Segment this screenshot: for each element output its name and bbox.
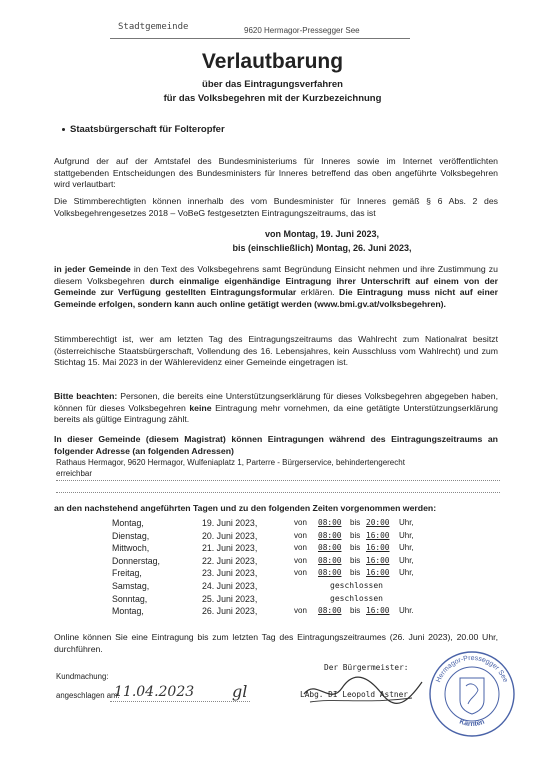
intro-paragraph: Aufgrund der auf der Amtstafel des Bundesministeriums für Inneres sowie im Internet veröffentlichten stattgebenden Entscheidungen des Bundesministers für Inneres betreffend das oben angeführte Volksbegehren wird verlautbart: (54, 156, 498, 190)
schedule-time-to: 16:00 (366, 555, 390, 565)
schedule-row (112, 606, 492, 619)
schedule-day: Dienstag, (112, 530, 150, 541)
municipal-seal (426, 648, 518, 740)
schedule-von: von (294, 530, 307, 540)
schedule-row (112, 594, 492, 607)
seal-emblem-icon (466, 684, 478, 704)
schedule-date: 19. Juni 2023, (202, 518, 258, 528)
schedule-day: Samstag, (112, 580, 150, 591)
schedule-von: von (294, 568, 307, 578)
online-note: Online können Sie eine Eintragung bis zum letzten Tag des Eintragungszeitraumes (26. Juni 2023), 20.00 Uhr, durchführen. (54, 632, 498, 654)
schedule-time-from: 08:00 (318, 606, 342, 616)
eligibility-paragraph: Stimmberechtigt ist, wer am letzten Tag des Eintragungszeitraums das Wahlrecht zum Nationalrat besitzt (österreichische Staatsbürgerschaft, Vollendung des 16. Lebensjahres, kein Ausschluss vom Wahlrecht) und zum Stichtag 15. Mai 2023 in der Wählerevidenz einer Gemeinde eingetragen ist. (54, 334, 498, 368)
subtitle-line-2: für das Volksbegehren mit der Kurzbezeichnung (163, 93, 382, 104)
schedule-date: 23. Juni 2023, (202, 568, 258, 579)
address-dotted-line-2 (56, 492, 500, 493)
schedule-bis: bis (350, 543, 361, 553)
posted-date-handwritten: 11.04.2023 (114, 684, 195, 700)
note-paragraph-text-b: Personen, die bereits eine Unterstützungserklärung für dieses Volksbegehren abgegeben haben, können für dieses Volksbegehren (54, 391, 498, 413)
signing-paragraph-text-d: erklären. (296, 287, 340, 298)
header-rule (110, 38, 410, 39)
header-municipality-name: 9620 Hermagor-Pressegger See (244, 26, 360, 35)
seal-inner-ring (445, 667, 499, 721)
schedule-day: Freitag, (112, 568, 142, 579)
schedule-time-to: 16:00 (366, 568, 390, 578)
schedule-date: 22. Juni 2023, (202, 555, 258, 566)
schedule-time-from: 08:00 (318, 530, 342, 540)
schedule-von: von (294, 543, 307, 553)
address-line-1: Rathaus Hermagor, 9620 Hermagor, Wulfeniaplatz 1, Parterre - Bürgerservice, behindertengerecht (56, 458, 405, 467)
schedule-day: Donnerstag, (112, 555, 160, 566)
schedule-day: Mittwoch, (112, 543, 150, 554)
schedule-von: von (294, 555, 307, 565)
note-paragraph-bold-a: Bitte beachten: (54, 391, 118, 401)
schedule-von: von (294, 518, 307, 527)
schedule-day: Montag, (112, 518, 144, 528)
schedule-table (112, 518, 492, 619)
schedule-date: 21. Juni 2023, (202, 543, 258, 554)
schedule-closed: geschlossen (330, 580, 383, 590)
schedule-row (112, 518, 492, 531)
kundmachung-label: Kundmachung: (56, 672, 109, 681)
schedule-time-from: 08:00 (318, 543, 342, 553)
schedule-uhr: Uhr, (399, 518, 414, 527)
period-end: bis (einschließlich) Montag, 26. Juni 2023, (232, 243, 412, 253)
address-dotted-line-1 (56, 480, 500, 481)
schedule-time-from: 08:00 (318, 518, 342, 527)
schedule-bis: bis (350, 606, 361, 616)
address-intro-paragraph: In dieser Gemeinde (diesem Magistrat) können Eintragungen während des Eintragungszeitraums an folgender Adresse (an folgenden Adressen) (54, 434, 498, 456)
schedule-intro: an den nachstehend angeführten Tagen und zu den folgenden Zeiten vorgenommen werden: (54, 503, 437, 513)
schedule-time-to: 16:00 (366, 543, 390, 553)
schedule-day: Montag, (112, 606, 144, 617)
schedule-day: Sonntag, (112, 593, 148, 604)
schedule-time-from: 08:00 (318, 568, 342, 578)
seal-text-top: Hermagor-Pressegger See (435, 654, 509, 684)
schedule-row (112, 581, 492, 594)
period-start: von Montag, 19. Juni 2023, (264, 229, 380, 239)
schedule-time-to: 20:00 (366, 518, 390, 527)
schedule-row (112, 531, 492, 544)
schedule-bis: bis (350, 530, 361, 540)
schedule-time-to: 16:00 (366, 606, 390, 616)
subtitle-line-1: über das Eintragungsverfahren (202, 79, 343, 90)
seal-text-bottom: Kärnten (458, 718, 486, 729)
schedule-time-to: 16:00 (366, 530, 390, 540)
schedule-uhr: Uhr, (399, 555, 414, 565)
schedule-row (112, 543, 492, 556)
schedule-von: von (294, 606, 307, 616)
address-line-2: erreichbar (56, 469, 93, 478)
header-municipality-label: Stadtgemeinde (118, 22, 189, 32)
schedule-closed: geschlossen (330, 593, 383, 603)
schedule-uhr: Uhr, (399, 568, 414, 578)
schedule-time-from: 08:00 (318, 555, 342, 565)
signing-paragraph-text-b: in den Text des Volksbegehrens samt Begründung Einsicht nehmen und ihre Zustimmung zu diesem Volksbegehren (54, 264, 498, 286)
signing-paragraph-bold-e: Die Eintragung muss nicht auf einer Gemeinde erfolgen, sondern kann auch online getätigt werden (www.bmi.gv.at/volksbegehren). (54, 287, 498, 309)
seal-coat-of-arms-icon (460, 678, 484, 714)
schedule-uhr: Uhr, (399, 530, 414, 540)
mayor-name: LAbg. DI Leopold Astner (300, 690, 408, 699)
page-title: Verlautbarung (201, 50, 344, 73)
schedule-bis: bis (350, 518, 361, 527)
schedule-date: 26. Juni 2023, (202, 606, 258, 617)
note-paragraph-text-d: Eintragung mehr vornehmen, da eine getätigte Unterstützungserklärung bereits als gültige Eintragung zählt. (54, 402, 498, 425)
posted-label: angeschlagen am: (56, 691, 120, 700)
period-paragraph: Die Stimmberechtigten können innerhalb des vom Bundesminister für Inneres gemäß § 6 Abs. 2 des Volksbegehrengesetzes 2018 – VoBeG festgesetzten Eintragungszeitraums, das ist (54, 196, 498, 218)
referendum-name-text: Staatsbürgerschaft für Folteropfer (70, 124, 225, 135)
bullet-icon (62, 128, 65, 131)
schedule-row (112, 568, 492, 581)
mayor-label: Der Bürgermeister: (324, 663, 409, 672)
referendum-name (62, 124, 225, 135)
signing-paragraph-bold-a: in jeder Gemeinde (54, 264, 131, 274)
schedule-bis: bis (350, 568, 361, 578)
schedule-row (112, 556, 492, 569)
schedule-date: 20. Juni 2023, (202, 530, 258, 541)
schedule-bis: bis (350, 555, 361, 565)
schedule-uhr: Uhr. (399, 606, 414, 616)
signing-paragraph (54, 264, 498, 310)
posted-date-line (110, 701, 250, 702)
posted-initials-handwritten: gl (232, 682, 248, 701)
note-paragraph (54, 391, 498, 426)
note-paragraph-bold-c: keine (189, 402, 212, 413)
schedule-date: 25. Juni 2023, (202, 593, 258, 604)
schedule-uhr: Uhr, (399, 543, 414, 553)
schedule-date: 24. Juni 2023, (202, 580, 258, 591)
signing-paragraph-bold-c: durch einmalige eigenhändige Eintragung ihrer Unterschrift auf einem von der Gemeinde zur Verfügung gestellten Eintragungsformular (54, 275, 498, 298)
